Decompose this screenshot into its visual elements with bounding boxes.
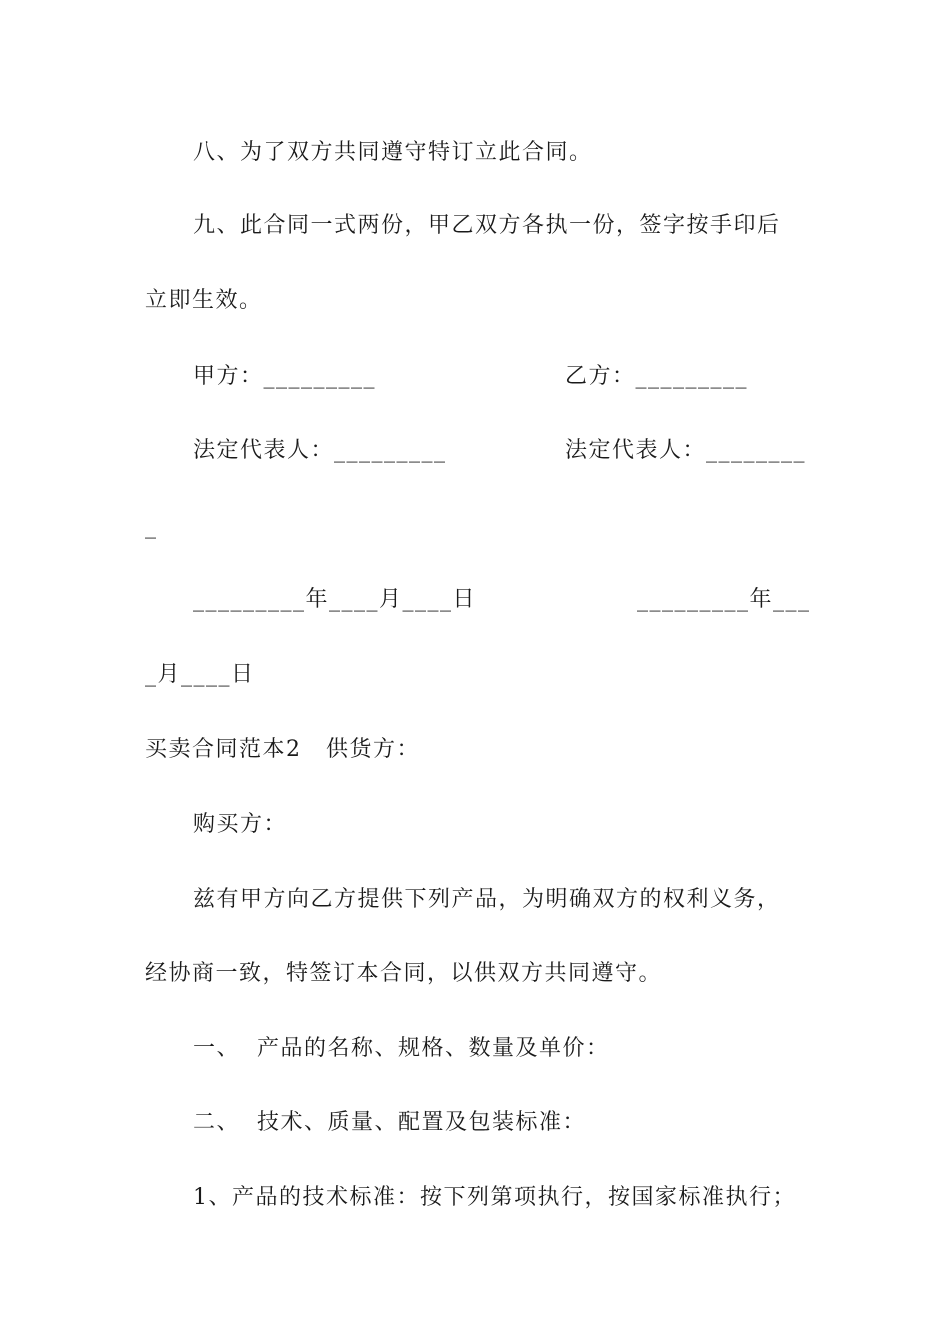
date-a: _________年____月____日 (193, 587, 477, 612)
clause-9-line2: 立即生效。 (145, 288, 263, 313)
section-1-heading: 一、 产品的名称、规格、数量及单价： (193, 1036, 610, 1061)
party-a-signature: 甲方：_________ (193, 364, 377, 389)
legal-rep-b: 法定代表人：________ (565, 438, 807, 463)
intro-line1: 兹有甲方向乙方提供下列产品，为明确双方的权利义务， (193, 887, 781, 912)
intro-line2: 经协商一致，特签订本合同，以供双方共同遵守。 (145, 961, 663, 986)
legal-rep-a: 法定代表人：_________ (193, 438, 447, 463)
item-1-technical-standard: 1、产品的技术标准：按下列第项执行，按国家标准执行； (193, 1185, 796, 1210)
buyer-label: 购买方： (193, 812, 288, 837)
party-b-signature: 乙方：_________ (565, 364, 749, 389)
date-b-line1: _________年___ (637, 587, 811, 612)
clause-9-line1: 九、此合同一式两份，甲乙双方各执一份，签字按手印后 (193, 213, 781, 238)
clause-8: 八、为了双方共同遵守特订立此合同。 (193, 140, 593, 165)
date-b-line2: _月____日 (145, 662, 255, 687)
section-2-heading: 二、 技术、质量、配置及包装标准： (193, 1110, 586, 1135)
supplier-label: 供货方： (326, 737, 421, 762)
contract-2-title: 买卖合同范本2 (145, 737, 302, 762)
legal-rep-b-wrap: _ (145, 514, 158, 539)
